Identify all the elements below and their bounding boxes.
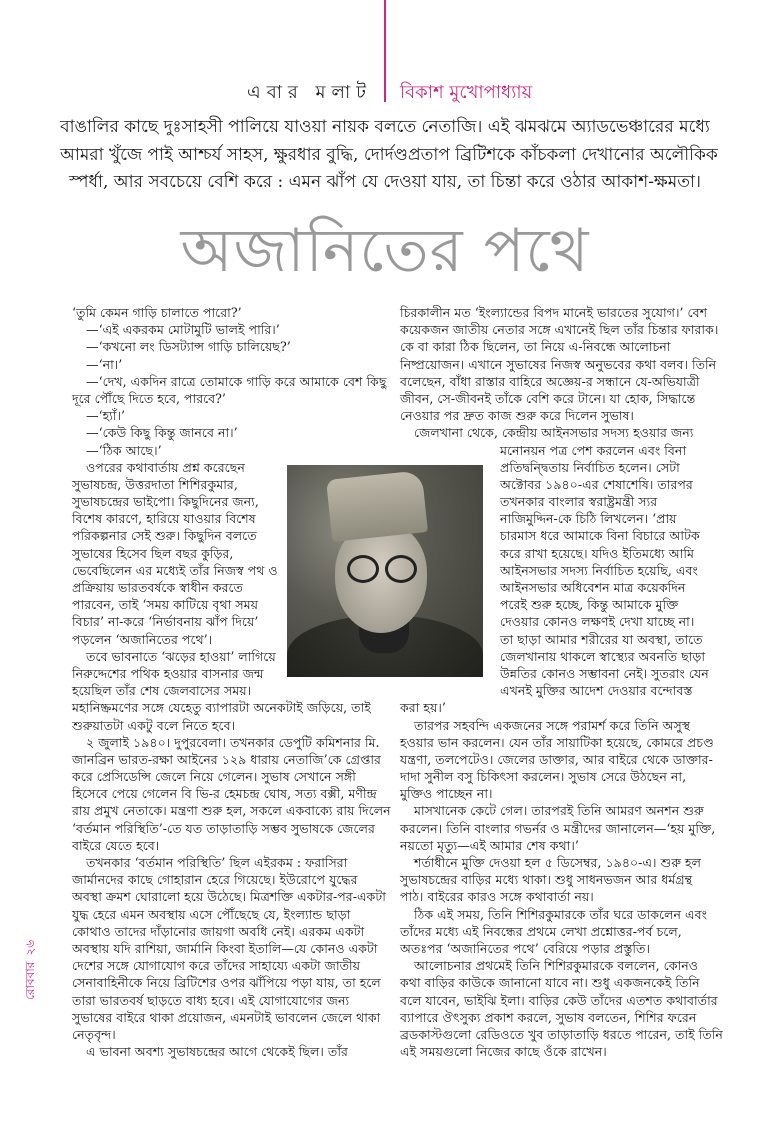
text-line: কথা বাড়ির কাউকে জানানো যাবে না। শুধু একজনকেই তিনি (400, 975, 700, 991)
text-line: কয়েকজন জাতীয় নেতার সঙ্গে এখানেই ছিল তাঁর চিন্তার ফারাক। (400, 322, 719, 338)
text-line: আলোচনার প্রথমেই তিনি শিশিরকুমারকে বললেন, কোনও (414, 958, 699, 974)
text-line: মাসখানেক কেটে গেল। তারপরই তিনি আমরণ অনশন শুরু (414, 803, 704, 819)
text-line: এখনই মুক্তির আদেশ দেওয়ার বন্দোবস্ত (500, 683, 693, 699)
text-line: উন্নতির কোনও সম্ভাবনা নেই। সুতরাং যেন (500, 665, 709, 681)
text-line: পারবেন, তাই ‘সময় কাটিয়ে বৃথা সময় (72, 597, 259, 613)
text-line: —‘দেখ, একদিন রাত্রে তোমাকে গাড়ি করে আমাকে বেশ কিছু (86, 373, 387, 389)
text-line: নেওয়ার পর দ্রুত কাজ শুরু করে দিলেন সুভাষ। (400, 408, 634, 424)
text-line: পাঠ। বাইরের কারও সঙ্গে কথাবার্তা নয়। (400, 889, 594, 905)
text-line: পরিকল্পনার সেই শুরু। কিছুদিন বলতে (72, 528, 257, 544)
text-line: সুভাষচন্দ্র, উত্তরদাতা শিশিরকুমার, (72, 476, 238, 492)
text-line: সেনাবাহিনীকে নিয়ে ব্রিটিশের ওপর ঝাঁপিয়ে পড়া যায়, তা হলে (72, 975, 381, 991)
text-line: দাদা সুনীল বসু চিকিৎসা করলেন। সুভাষ সেরে উঠছেন না, (400, 769, 687, 785)
text-line: তবে ভাবনাতে ‘ঝড়ের হাওয়া’ লাগিয়ে (86, 648, 276, 664)
text-line: জানব্রিন ভারত-রক্ষা আইনের ১২৯ ধারায় নেতাজি’কে গ্রেপ্তার (72, 751, 381, 767)
text-line: তাঁদের মধ্যে এই নিবন্ধের প্রথমে লেখা প্রশ্নোত্তর-পর্ব চলে, (400, 923, 682, 939)
text-line: আইনসভার অধিবেশন মাত্র কয়েকদিন (500, 580, 686, 595)
text-line: ‘বর্তমান পরিস্থিতি’-তে যত তাড়াতাড়ি সম্ভব সুভাষকে জেলের (72, 820, 375, 836)
text-line: করে রাখা হয়েছে। যদিও ইতিমধ্যে আমি (500, 545, 695, 561)
text-line: পড়লেন ‘অজানিতের পথে’। (72, 631, 213, 647)
text-line: রায় প্রমুখ নেতাকে। মন্ত্রণা শুরু হল, সকলে একবাক্যে রায় দিলেন (72, 803, 391, 819)
text-line: ২ জুলাই ১৯৪০। দুপুরবেলা। তখনকার ডেপুটি কমিশনার মি. (86, 734, 380, 750)
left-column (72, 304, 391, 1060)
header-divider-line (384, 0, 386, 102)
text-line: —‘কেউ কিছু কিন্তু জানবে না।’ (86, 425, 238, 441)
text-line: শর্তাধীনে মুক্তি দেওয়া হল ৫ ডিসেম্বর, ১৯৪০-এ। শুরু হল (414, 855, 702, 870)
article-title: অজানিতের পথে (180, 216, 590, 286)
text-line: তারপর সহবন্দি একজনের সঙ্গে পরামর্শ করে তিনি অসুস্থ (414, 717, 691, 733)
text-line: নয়তো মৃত্যু—এই আমার শেষ কথা।’ (400, 837, 579, 853)
intro-standfirst (60, 114, 718, 197)
text-line: তারা ভারতবর্ষ ছাড়তে বাধ্য হবে। এই যোগাযোগের জন্য (72, 992, 350, 1008)
text-line: —‘ঠিক আছে।’ (86, 442, 162, 458)
text-line: সুভাষের বাইরে থাকা প্রয়োজন, এমনটাই ভাবলেন জেলে থাকা (72, 1009, 381, 1025)
portrait-photo (287, 465, 483, 677)
photo-cap (326, 470, 428, 542)
page-folio (22, 934, 42, 1000)
text-line: যন্ত্রণা, তলপেটেও। জেলের ডাক্তার, আর বাইরে থেকে ডাক্তার- (400, 751, 713, 767)
text-line: নিষ্প্রয়োজন। এখানে সুভাষের নিজস্ব অনুভবের কথা বলব। তিনি (400, 356, 717, 372)
text-line: ঠিক এই সময়, তিনি শিশিরকুমারকে তাঁর ঘরে ডাকলেন এবং (414, 906, 707, 922)
text-line: দূরে পৌঁছে দিতে হবে, পারবে?’ (72, 390, 226, 406)
text-line: অতঃপর ‘অজানিতের পথে’ বেরিয়ে পড়ার প্রস্তুতি। (400, 940, 650, 956)
text-line: তখনকার বাংলার স্বরাষ্ট্রমন্ত্রী স্যর (500, 494, 658, 510)
text-line: কোথাও তাদের দাঁড়ানোর জায়গা অবধি নেই। এরকম একটা (72, 923, 365, 939)
text-line: মহানিষ্ক্রমণের সঙ্গে যেহেতু ব্যাপারটা অনেকটাই জড়িয়ে, তাই (72, 700, 371, 716)
text-line: দেওয়ার কোনও লক্ষণই দেখা যাচ্ছে না। (500, 614, 695, 630)
text-line: —‘এই একরকম মোটামুটি ভালই পারি।’ (86, 322, 280, 338)
text-line: মনোনয়ন পত্র পেশ করলেন এবং বিনা (500, 442, 687, 458)
text-line: বলে যাবেন, ভাইঝি ইলা। বাড়ির কেউ তাঁদের এতশত কথাবার্তার (400, 992, 718, 1008)
text-line: বলেছেন, বাঁধা রাস্তার বাহিরে অজ্ঞেয়-র সন্ধানে যে-অভিযাত্রী (400, 373, 700, 389)
text-line: কে বা কারা ঠিক ছিলেন, তা নিয়ে এ-নিবন্ধে আলোচনা (400, 339, 671, 355)
text-line: পরেই শুরু হচ্ছে, কিন্তু আমাকে মুক্তি (500, 597, 679, 613)
text-line: বাইরে যেতে হবে। (72, 837, 160, 853)
text-line: মুক্তিও পাচ্ছেন না। (400, 786, 493, 802)
text-line: শুরুয়াতটা একটু বলে নিতে হবে। (72, 717, 236, 733)
text-line: সুভাষের হিসেব ছিল বছর কুড়ির, (72, 545, 234, 561)
text-line: জেলখানা থেকে, কেন্দ্রীয় আইনসভার সদস্য হওয়ার জন্য (414, 425, 694, 441)
intro-line: বাঙালির কাছে দুঃসাহসী পালিয়ে যাওয়া নায়ক বলতে নেতাজি। এই ঝমঝমে অ্যাডভেঞ্চারের মধ্যে (60, 117, 710, 137)
text-line: —‘হ্যাঁ।’ (86, 408, 126, 424)
text-line: ব্রডকাস্টগুলো রেডিওতে খুব তাড়াতাড়ি ধরতে পারেন, তাই তিনি (400, 1026, 723, 1042)
text-line: তা ছাড়া আমার শরীরের যা অবস্থা, তাতে (500, 631, 703, 647)
text-line: ব্যাপারে ঔৎসুক্য প্রকাশ করলে, সুভাষ বলতেন, শিশির ফরেন (400, 1009, 697, 1025)
text-line: অবস্থা ক্রমশ ঘোরালো হয়ে উঠেছে। মিত্রশক্তি একটার-পর-একটা (72, 889, 386, 905)
text-line: বিচার’ না-করে ‘নির্ভাবনায় ঝাঁপ দিয়ে’ (72, 614, 259, 630)
page-number: ২৬ (23, 940, 37, 956)
text-line: দেশের সঙ্গে যোগাযোগ করে তাঁদের সাহায্যে একটা জাতীয় (72, 958, 361, 974)
text-line: এ ভাবনা অবশ্য সুভাষচন্দ্রের আগে থেকেই ছিল। তাঁর (86, 1044, 348, 1060)
text-line: নাজিমুদ্দিন-কে চিঠি লিখলেন। ‘প্রায় (500, 511, 677, 527)
text-line: প্রতিদ্বন্দ্বিতায় নির্বাচিত হলেন। সেটা (500, 459, 680, 475)
photo-glasses-right (385, 555, 417, 583)
text-line: প্রক্রিয়ায় ভারতবর্ষকে স্বাধীন করতে (72, 580, 244, 595)
text-line: তখনকার ‘বর্তমান পরিস্থিতি’ ছিল এইরকম : ফরাসিরা (86, 855, 348, 870)
text-line: হওয়ার ভান করলেন। যেন তাঁর সায়াটিকা হয়েছে, কোমরে প্রচণ্ড (400, 734, 714, 750)
photo-glasses-left (347, 555, 379, 583)
text-line: আইনসভার সদস্য নির্বাচিত হয়েছি, এবং (500, 562, 698, 578)
text-line: অবস্থায় যদি রাশিয়া, জার্মানি কিংবা ইতালি—যে কোনও একটা (72, 940, 378, 956)
text-line: জেলখানায় থাকলে স্বাস্থ্যের অবনতি ছাড়া (500, 648, 706, 664)
text-line: ভেবেছিলেন এর মধ্যেই তাঁর নিজস্ব পথ ও (72, 562, 278, 578)
section-label: এবার মলাট (247, 82, 372, 103)
text-line: জার্মানদের কাছে গোহারান হেরে গিয়েছে। ইউরোপে যুদ্ধের (72, 872, 358, 888)
text-line: হিসেবে পেয়ে গেলেন বি ভি-র হেমচন্দ্র ঘোষ, সত্য বক্সী, মণীন্দ্র (72, 786, 377, 802)
text-line: ওপরের কথাবার্তায় প্রশ্ন করেছেন (86, 459, 245, 475)
magazine-name: রোববার (23, 961, 37, 1000)
text-line: করে প্রেসিডেন্সি জেলে নিয়ে গেলেন। সুভাষ সেখানে সঙ্গী (72, 769, 356, 785)
text-line: চারমাস ধরে আমাকে বিনা বিচারে আটক (500, 528, 700, 544)
text-line: করলেন। তিনি বাংলার গভর্নর ও মন্ত্রীদের জানালেন—‘হয় মুক্তি, (400, 820, 716, 836)
text-line: যুদ্ধ হেরে এমন অবস্থায় এসে পৌঁছেছে যে, ইংল্যান্ড ছাড়া (72, 906, 351, 922)
text-line: সুভাষচন্দ্রের বাড়ির মধ্যে থাকা। শুধু সাধনভজন আর ধর্মগ্রন্থ (400, 872, 693, 888)
text-line: সুভাষচন্দ্রের ভাইপো। কিছুদিনের জন্য, (72, 494, 259, 510)
text-line: বিশেষ কারণে, হারিয়ে যাওয়ার বিশেষ (72, 511, 256, 527)
text-line: এই সময়গুলো নিজের কাছে ওঁকে রাখেন। (400, 1044, 607, 1060)
intro-line: স্পর্ধা, আর সবচেয়ে বেশি করে : এমন ঝাঁপ যে দেওয়া যায়, তা চিন্তা করে ওঠার আকাশ-ক্ষমতা। (69, 172, 701, 192)
text-line: ‘তুমি কেমন গাড়ি চালাতে পারো?’ (72, 305, 242, 320)
author-name: বিকাশ মুখোপাধ্যায় (400, 82, 533, 103)
text-line: করা হয়।’ (400, 700, 446, 716)
intro-line: আমরা খুঁজে পাই আশ্চর্য সাহস, ক্ষুরধার বুদ্ধি, দোর্দণ্ডপ্রতাপ ব্রিটিশকে কাঁচকলা দেখানোর অলৌকিক (60, 144, 718, 165)
text-line: অক্টোবর ১৯৪০-এর শেষাশেষি। তারপর (500, 476, 693, 492)
text-line: —‘কখনো লং ডিসট্যান্স গাড়ি চালিয়েছ?’ (86, 339, 291, 355)
text-line: —‘না।’ (86, 356, 123, 372)
text-line: হয়েছিল তাঁর শেষ জেলবাসের সময়। (72, 683, 252, 699)
text-line: নেতৃবৃন্দ। (72, 1026, 116, 1042)
right-column (400, 304, 723, 1060)
text-line: চিরকালীন মত ‘ইংল্যান্ডের বিপদ মানেই ভারতের সুযোগ।’ বেশ (400, 305, 708, 320)
text-line: নিরুদ্দেশের পথিক হওয়ার বাসনার জন্ম (72, 665, 264, 681)
text-line: জীবন, সে-জীবনই তাঁকে বেশি করে টানে। যা হোক, সিদ্ধান্তে (400, 390, 696, 406)
